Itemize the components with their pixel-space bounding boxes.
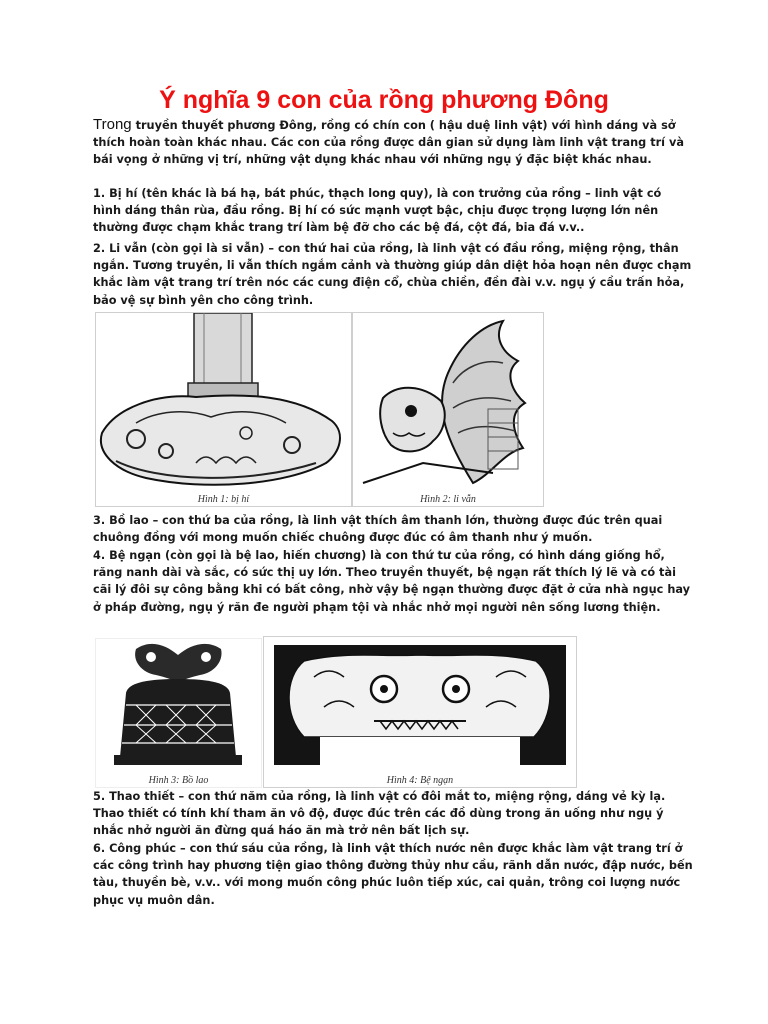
item-2-paragraph: 2. Li vẫn (còn gọi là si vẫn) – con thứ hai của rồng, là linh vật có đầu rồng, miệng rộng, thân ngắn. Tương truyền, li vẫn thích ngắm cảnh và thường giúp dân diệt hỏa hoạn nên được chạm khắc làm vật trang trí trên nóc các cung điện cổ, chùa chiền, đền đài v.v. ngụ ý cầu trấn hỏa, bảo vệ sự bình yên cho công trình.	[93, 242, 692, 307]
item-4-paragraph: 4. Bệ ngạn (còn gọi là bệ lao, hiến chương) là con thứ tư của rồng, có hình dáng giống hổ, răng nanh dài và sắc, có sức thị uy lớn. Theo truyền thuyết, bệ ngạn rất thích lý lẽ và có tài cãi lý đôi sự công bằng khi có bất công, nhờ vậy bệ ngạn thường được đặt ở cửa nhà ngục hay ở pháp đường, ngụ ý răn đe người phạm tội và nhắc nhở mọi người nên sống lương thiện.	[93, 549, 690, 614]
li-van-illustration	[353, 313, 543, 493]
be-ngan-illustration	[264, 637, 576, 773]
item-5-paragraph: 5. Thao thiết – con thứ năm của rồng, là linh vật có đôi mắt to, miệng rộng, dáng vẻ kỳ lạ. Thao thiết có tính khí tham ăn vô độ, được đúc trên các đồ dùng trong ăn uống như ngụ ý nhắc nhở người ăn đừng quá háo ăn mà trở nên bất lịch sự.	[93, 790, 666, 838]
item-6-paragraph: 6. Công phúc – con thứ sáu của rồng, là linh vật thích nước nên được khắc làm vật trang trí ở các công trình hay phương tiện giao thông đường thủy như cầu, rãnh dẫn nước, đập nước, bến tàu, thuyền bè, v.v.. với mong muốn công phúc luôn tiếp xúc, cai quản, trông coi lượng nước phục vụ muôn dân.	[93, 842, 693, 907]
figure-3-caption: Hình 3: Bồ lao	[148, 775, 209, 786]
bo-lao-illustration	[96, 639, 261, 773]
figure-3-bo-lao	[95, 638, 262, 788]
bi-hi-illustration	[96, 313, 351, 493]
page-title: Ý nghĩa 9 con của rồng phương Đông	[159, 86, 609, 114]
item-3-paragraph: 3. Bồ lao – con thứ ba của rồng, là linh vật thích âm thanh lớn, thường được đúc trên quai chuông đồng với mong muốn chiếc chuông được đúc có âm thanh như ý muốn.	[93, 514, 663, 545]
intro-text: truyền thuyết phương Đông, rồng có chín con ( hậu duệ linh vật) với hình dáng và sở thích hoàn toàn khác nhau. Các con của rồng được dân gian sử dụng làm linh vật trang trí và bái vọng ở những vị trí, những vật dụng khác nhau với những ngụ ý đặc biệt khác nhau.	[93, 119, 684, 167]
figure-4-be-ngan	[263, 636, 577, 788]
figure-1-caption: Hình 1: bị hí	[197, 494, 250, 505]
figure-2-caption: Hình 2: li vẫn	[420, 494, 476, 505]
figure-2-li-van	[352, 312, 544, 507]
intro-lead-word: Trong	[93, 116, 132, 133]
figure-1-bi-hi	[95, 312, 352, 507]
figure-4-caption: Hình 4: Bệ ngạn	[386, 775, 454, 786]
item-1-paragraph: 1. Bị hí (tên khác là bá hạ, bát phúc, thạch long quy), là con trưởng của rồng – linh vật có hình dáng thân rùa, đầu rồng. Bị hí có sức mạnh vượt bậc, chịu được trọng lượng lớn nên thường được chạm khắc trang trí làm bệ đỡ cho các bệ đá, cột đá, bia đá v.v..	[93, 187, 662, 235]
intro-paragraph	[93, 116, 693, 169]
